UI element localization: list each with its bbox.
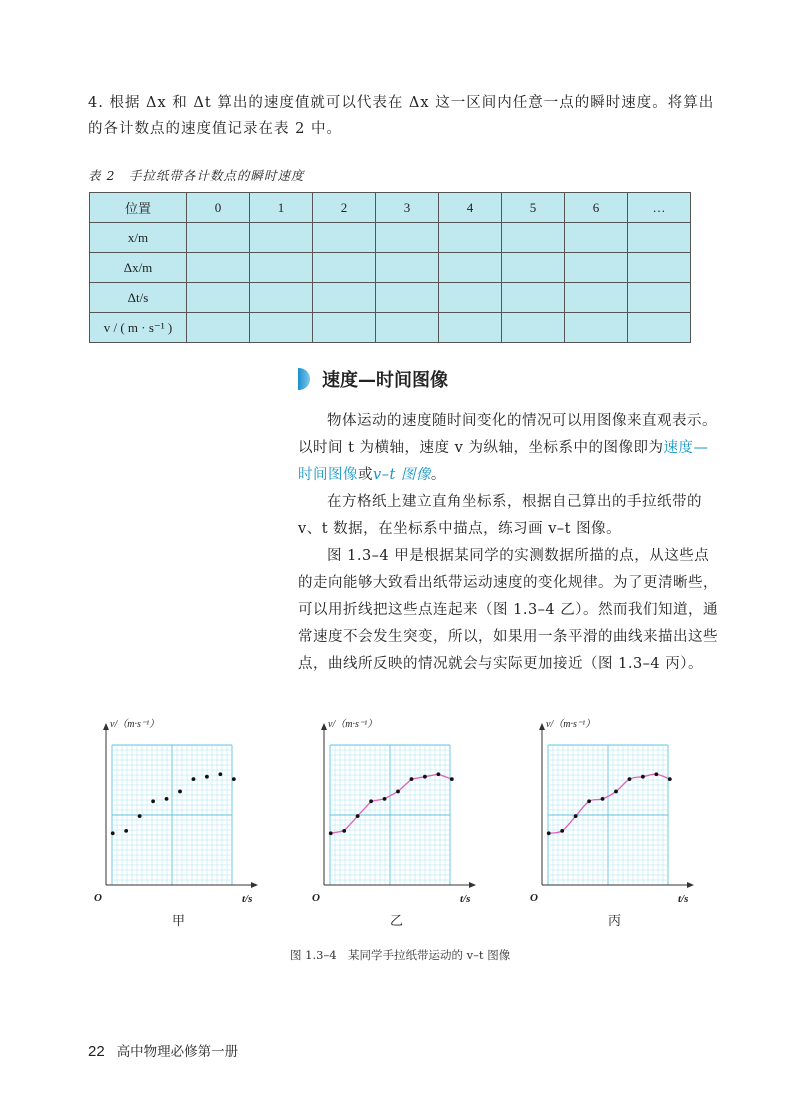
step-4-paragraph: 4. 根据 Δx 和 Δt 算出的速度值就可以代表在 Δx 这一区间内任意一点的瞬时速度。将算出的各计数点的速度值记录在表 2 中。 [88, 95, 715, 137]
figure-caption: 图 1.3–4 某同学手拉纸带运动的 v–t 图像 [290, 948, 511, 962]
table-col-0: 0 [187, 193, 250, 223]
chart-bing-label: 丙 [608, 914, 622, 929]
y-axis-arrow-icon [539, 723, 545, 730]
grid [112, 745, 232, 885]
y-axis-arrow-icon [321, 723, 327, 730]
data-point [654, 772, 658, 776]
x-axis-label: t/s [678, 893, 689, 905]
row-label-v: v / ( m · s⁻¹ ) [90, 313, 187, 343]
data-point [547, 831, 551, 835]
section-marker-icon [298, 368, 310, 390]
table-col-3: 3 [376, 193, 439, 223]
x-axis-arrow-icon [251, 882, 258, 888]
y-axis-label: v/（m·s⁻¹） [110, 719, 160, 730]
origin-label: O [530, 892, 538, 904]
paragraph-2: 在方格纸上建立直角坐标系，根据自己算出的手拉纸带的 v、t 数据，在坐标系中描点，练习画 v–t 图像。 [298, 494, 702, 537]
data-point [668, 777, 672, 781]
table-2 [89, 192, 691, 343]
chart-jia-label: 甲 [172, 914, 186, 929]
data-point [614, 790, 618, 794]
data-point [138, 814, 142, 818]
table-row [90, 223, 691, 253]
p1-or: 或 [358, 467, 373, 483]
grid [330, 745, 450, 885]
data-point [574, 814, 578, 818]
data-point [232, 777, 236, 781]
table-col-6: 6 [565, 193, 628, 223]
data-point [124, 829, 128, 833]
book-title: 高中物理必修第一册 [116, 1044, 239, 1060]
table-col-ellipsis: … [628, 193, 691, 223]
x-axis-arrow-icon [469, 882, 476, 888]
section-heading [298, 366, 448, 392]
table-header-position: 位置 [90, 193, 187, 223]
term-vt-graph: 速度—时间图像 [298, 440, 709, 483]
table-row [90, 313, 691, 343]
row-label-x: x/m [90, 223, 187, 253]
data-point [601, 797, 605, 801]
origin-label: O [94, 892, 102, 904]
data-point [410, 777, 414, 781]
data-point [111, 831, 115, 835]
row-label-dt: Δt/s [90, 283, 187, 313]
data-point [192, 777, 196, 781]
paragraph-3: 图 1.3–4 甲是根据某同学的实测数据所描的点，从这些点的走向能够大致看出纸带运动速度的变化规律。为了更清晰些，可以用折线把这些点连起来（图 1.3–4 乙）。然而我们知道，通常速度不会发生突变，所以，如果用一条平滑的曲线来描出这些点，曲线所反映的情况就会与实际更加接近（图 1.3–4 丙）。 [298, 548, 719, 672]
y-axis-label: v/（m·s⁻¹） [546, 719, 596, 730]
p1-end: 。 [430, 467, 446, 483]
data-point [329, 831, 333, 835]
data-point [423, 775, 427, 779]
term-v-t-graph: v–t 图像 [373, 467, 431, 483]
data-point [151, 799, 155, 803]
origin-label: O [312, 892, 320, 904]
chart-jia [92, 715, 262, 910]
x-axis-label: t/s [460, 893, 471, 905]
data-point [396, 790, 400, 794]
data-point [628, 777, 632, 781]
table-col-2: 2 [313, 193, 376, 223]
series-curve [549, 774, 670, 833]
table-col-1: 1 [250, 193, 313, 223]
table-row [90, 253, 691, 283]
row-label-dx: Δx/m [90, 253, 187, 283]
chart-bing [528, 715, 698, 910]
table-2-caption: 表 2 手拉纸带各计数点的瞬时速度 [88, 168, 305, 183]
table-col-4: 4 [439, 193, 502, 223]
page-number: 22 [88, 1043, 105, 1060]
data-point [178, 790, 182, 794]
paragraph-1 [298, 408, 723, 489]
data-point [383, 797, 387, 801]
data-point [369, 799, 373, 803]
table-row [90, 283, 691, 313]
table-header-row [90, 193, 691, 223]
data-point [450, 777, 454, 781]
x-axis-label: t/s [242, 893, 253, 905]
chart-yi-label: 乙 [390, 914, 404, 929]
grid [548, 745, 668, 885]
data-point [205, 775, 209, 779]
page-footer [88, 1040, 238, 1060]
data-point [356, 814, 360, 818]
y-axis-label: v/（m·s⁻¹） [328, 719, 378, 730]
data-point [436, 772, 440, 776]
chart-yi [310, 715, 480, 910]
data-point [587, 799, 591, 803]
data-point [560, 829, 564, 833]
table-col-5: 5 [502, 193, 565, 223]
data-point [218, 772, 222, 776]
x-axis-arrow-icon [687, 882, 694, 888]
data-point [641, 775, 645, 779]
data-point [165, 797, 169, 801]
p1-text: 物体运动的速度随时间变化的情况可以用图像来直观表示。以时间 t 为横轴，速度 v 为纵轴，坐标系中的图像即为 [298, 413, 717, 456]
series-line [331, 774, 452, 833]
data-point [342, 829, 346, 833]
section-title: 速度—时间图像 [322, 370, 448, 391]
y-axis-arrow-icon [103, 723, 109, 730]
